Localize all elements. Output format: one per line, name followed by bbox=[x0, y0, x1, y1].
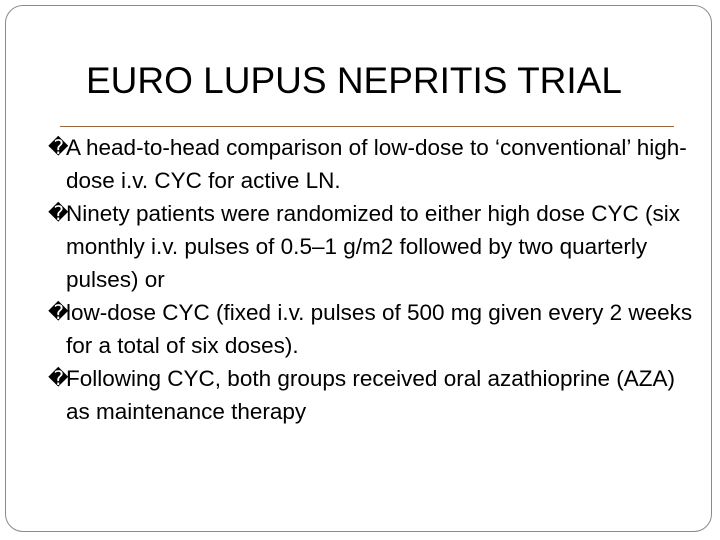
slide-title: EURO LUPUS NEPRITIS TRIAL bbox=[86, 60, 622, 101]
bullet-item bbox=[0, 296, 696, 362]
bullet-item bbox=[0, 362, 696, 428]
bullet-text: Ninety patients were randomized to either high dose CYC (six monthly i.v. pulses of 0.5–1 g/m2 followed by two quarterly pulses) or bbox=[66, 201, 681, 292]
bullet-marker-icon: � bbox=[48, 366, 69, 390]
bullet-marker-icon: � bbox=[48, 135, 69, 159]
bullet-list bbox=[0, 131, 720, 428]
bullet-marker-icon: � bbox=[48, 201, 69, 225]
bullet-text: low-dose CYC (fixed i.v. pulses of 500 mg given every 2 weeks for a total of six doses). bbox=[66, 300, 693, 358]
bullet-text: Following CYC, both groups received oral azathioprine (AZA) as maintenance therapy bbox=[66, 366, 676, 424]
bullet-item bbox=[0, 197, 696, 296]
bullet-marker-icon: � bbox=[48, 300, 69, 324]
bullet-item bbox=[0, 131, 696, 197]
bullet-text: A head-to-head comparison of low-dose to ‘conventional’ high-dose i.v. CYC for active LN. bbox=[66, 135, 687, 193]
title-divider bbox=[60, 126, 674, 127]
